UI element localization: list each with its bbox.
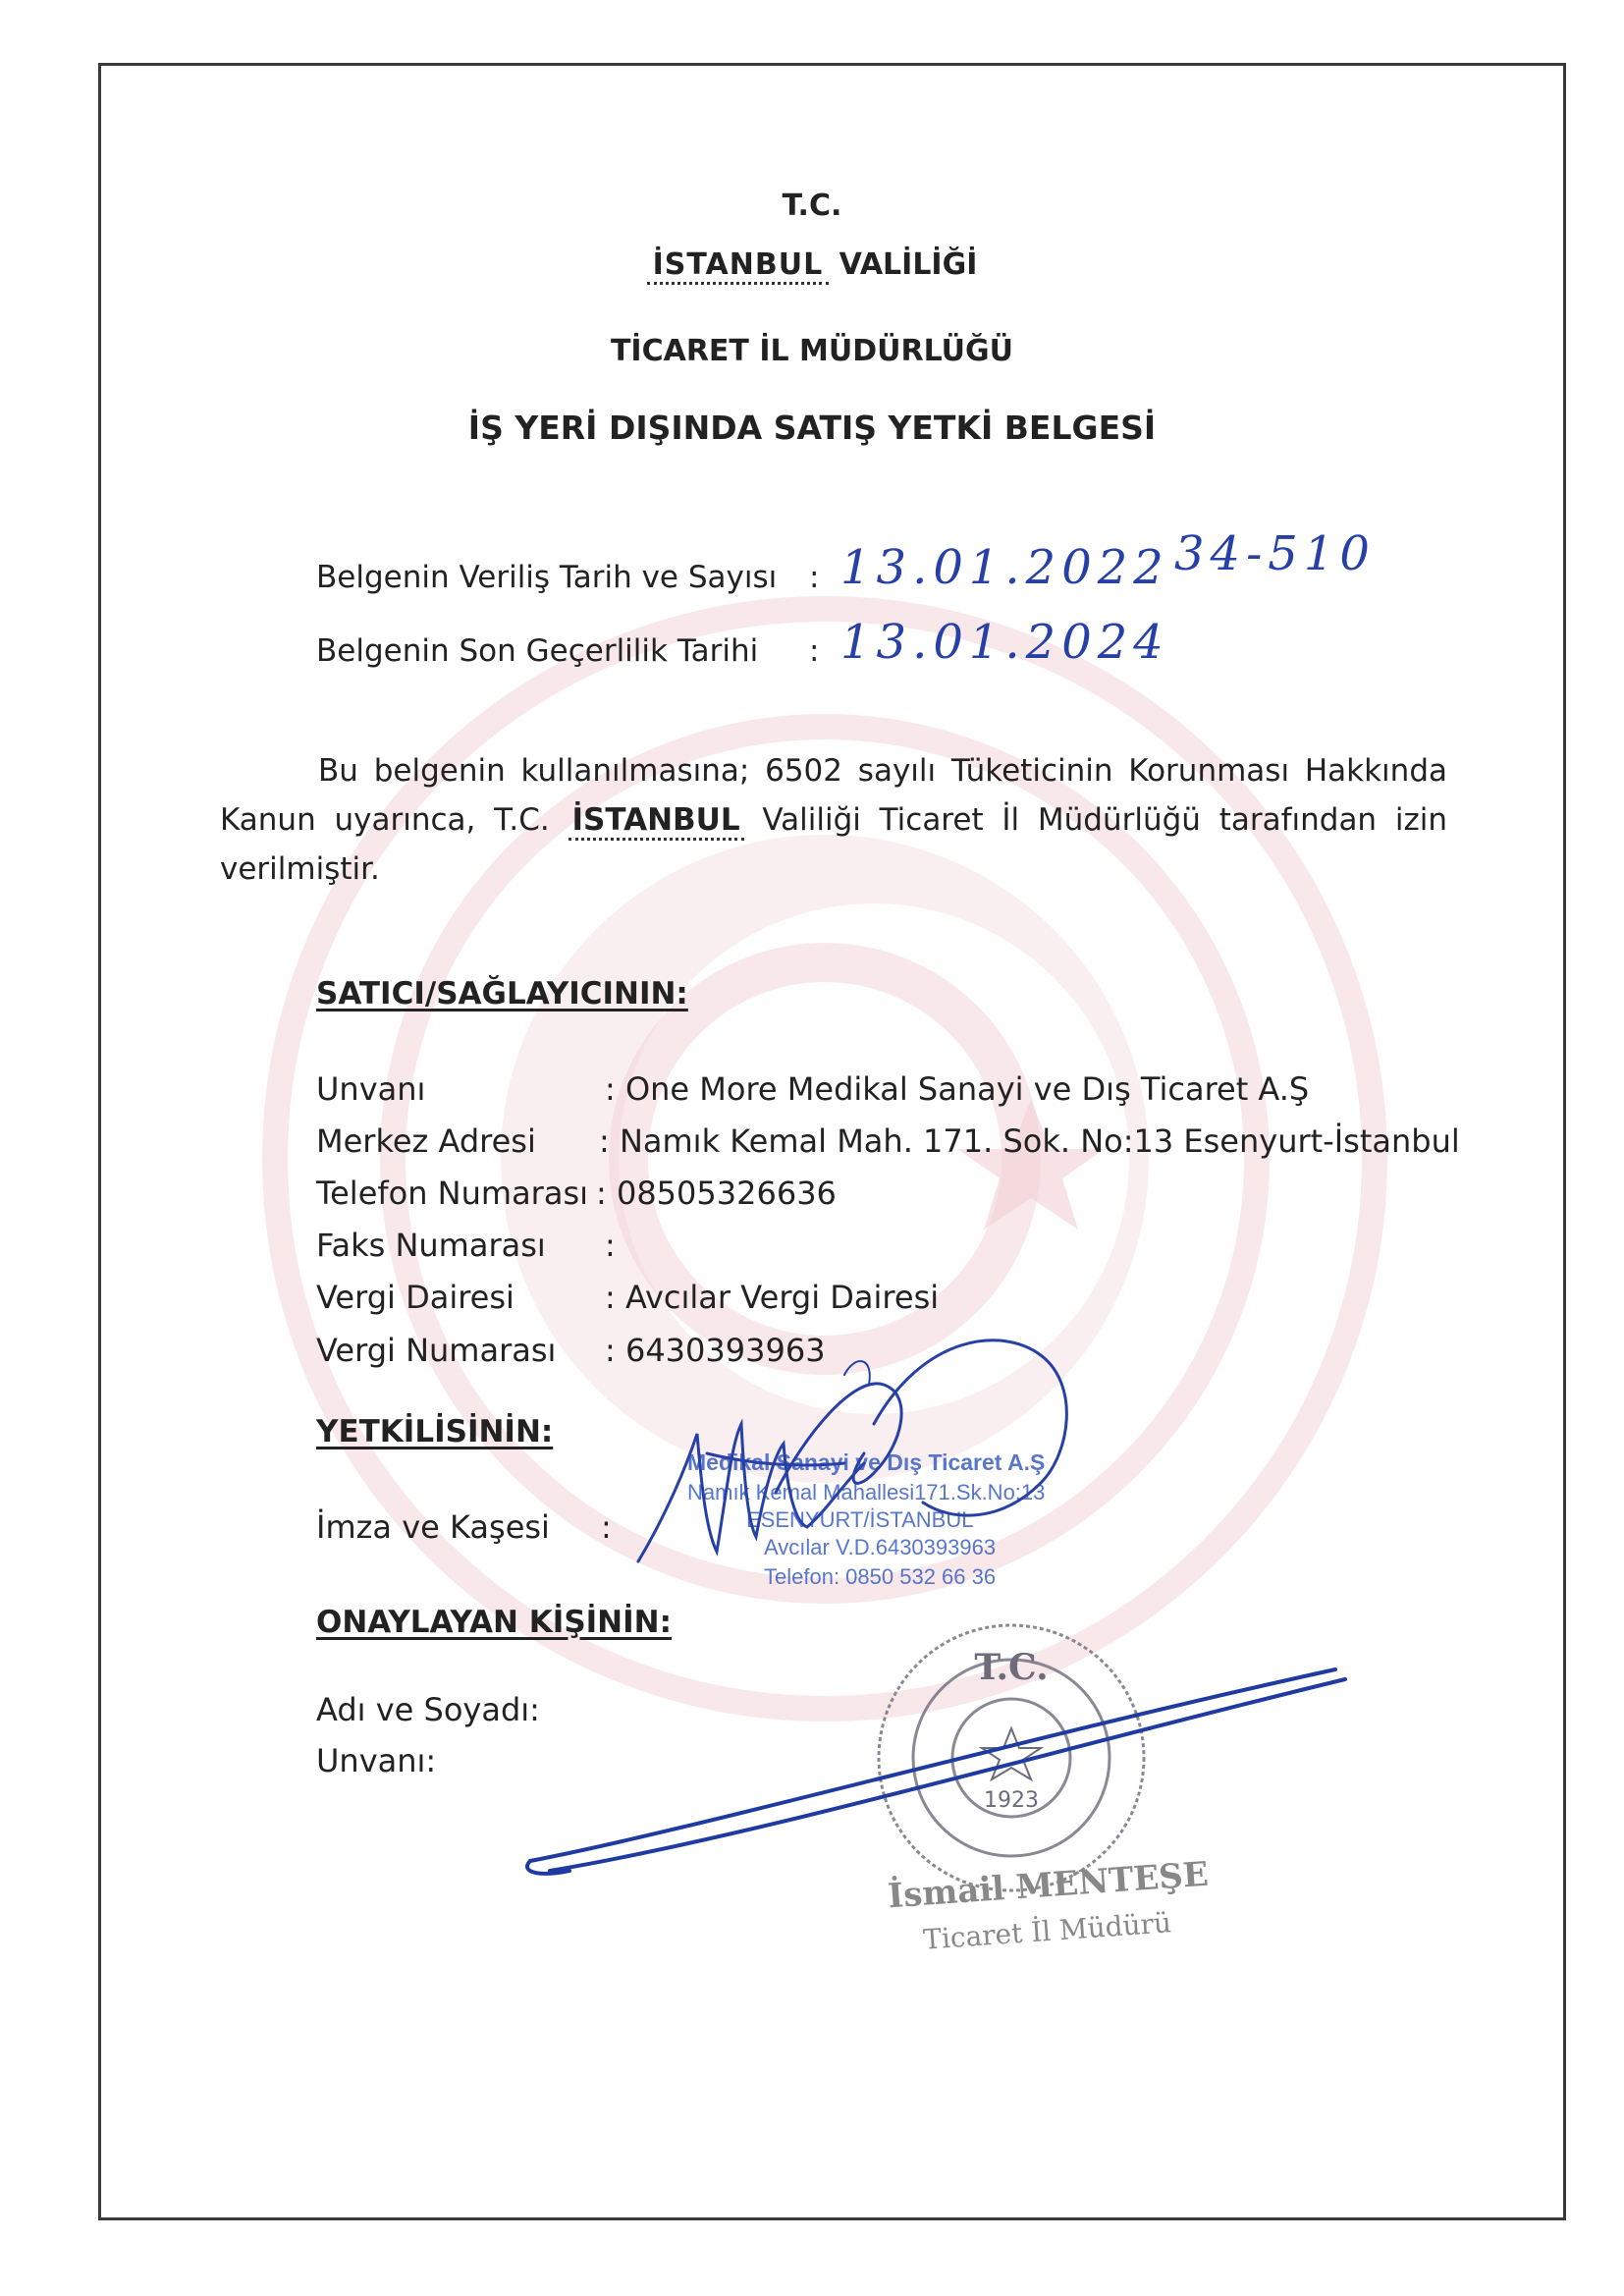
permission-text-part2: Valiliği Ticaret İl Müdürlüğü tarafından izin verilmiştir. bbox=[220, 802, 1447, 887]
approver-title-label: Unvanı: bbox=[316, 1742, 437, 1779]
permission-city: İSTANBUL bbox=[568, 802, 744, 841]
header-directorate: TİCARET İL MÜDÜRLÜĞÜ bbox=[610, 334, 1014, 368]
seller-field-label: Unvanı bbox=[316, 1070, 426, 1108]
official-stamp-center: T.C. bbox=[974, 1647, 1049, 1688]
header-governorship bbox=[0, 247, 1624, 285]
company-stamp-line5: Telefon: 0850 532 66 36 bbox=[764, 1564, 997, 1589]
header-tc: T.C. bbox=[782, 189, 842, 223]
authorized-heading: YETKİLİSİNİN: bbox=[316, 1414, 554, 1449]
header-city: İSTANBUL bbox=[647, 247, 830, 285]
official-stamp-year: 1923 bbox=[984, 1788, 1039, 1813]
approver-heading: ONAYLAYAN KİŞİNİN: bbox=[316, 1605, 672, 1640]
seller-field-value: : bbox=[605, 1227, 616, 1264]
permission-paragraph bbox=[220, 746, 1447, 894]
expiry-date-label: Belgenin Son Geçerlilik Tarihi bbox=[316, 633, 759, 669]
seller-field-label: Merkez Adresi bbox=[316, 1122, 536, 1160]
issue-date-value: 13.01.2022 bbox=[840, 540, 1169, 595]
company-stamp-line1: Medikal Sanayi ve Dış Ticaret A.Ş bbox=[687, 1449, 1046, 1475]
approver-signature bbox=[511, 1650, 1355, 1895]
seller-field-label: Telefon Numarası bbox=[316, 1175, 588, 1212]
authorized-signature bbox=[628, 1316, 1119, 1591]
expiry-date-value: 13.01.2024 bbox=[840, 615, 1169, 670]
document-title: İŞ YERİ DIŞINDA SATIŞ YETKİ BELGESİ bbox=[467, 409, 1157, 447]
authorized-sign-colon: : bbox=[601, 1508, 612, 1546]
seller-field-value: : Avcılar Vergi Dairesi bbox=[605, 1279, 940, 1316]
issue-date-label: Belgenin Veriliş Tarih ve Sayısı bbox=[316, 560, 778, 595]
seller-heading: SATICI/SAĞLAYICININ: bbox=[316, 976, 688, 1011]
approver-name-stamp: İsmail MENTEŞE bbox=[887, 1854, 1211, 1917]
company-stamp-line2: Namık Kemal Mahallesi171.Sk.No:13 bbox=[687, 1480, 1046, 1504]
seller-field-value: : 6430393963 bbox=[605, 1332, 826, 1369]
seller-field-value: : 08505326636 bbox=[596, 1175, 837, 1212]
seller-field-value: : Namık Kemal Mah. 171. Sok. No:13 Esenyurt-İstanbul bbox=[599, 1122, 1460, 1160]
company-stamp-line3: ESENYURT/İSTANBUL bbox=[746, 1507, 974, 1532]
seller-field-value: : One More Medikal Sanayi ve Dış Ticaret A.Ş bbox=[605, 1070, 1310, 1108]
permission-text-part1: Bu belgenin kullanılmasına; 6502 sayılı Tüketicinin Korunması Hakkında Kanun uyarınca, T.C. bbox=[220, 753, 1447, 838]
authorized-sign-label: İmza ve Kaşesi bbox=[316, 1508, 550, 1546]
company-stamp-line4: Avcılar V.D.6430393963 bbox=[764, 1535, 997, 1559]
approver-title-stamp: Ticaret İl Müdürü bbox=[922, 1906, 1172, 1956]
header-governorship-label: VALİLİĞİ bbox=[839, 247, 978, 282]
approver-name-label: Adı ve Soyadı: bbox=[316, 1691, 540, 1728]
issue-number-value: 34-510 bbox=[1174, 526, 1376, 581]
issue-date-colon: : bbox=[809, 560, 820, 595]
permission-text bbox=[220, 746, 1447, 894]
seller-field-label: Faks Numarası bbox=[316, 1227, 546, 1264]
expiry-date-colon: : bbox=[809, 633, 820, 669]
seller-field-label: Vergi Numarası bbox=[316, 1332, 557, 1369]
seller-field-label: Vergi Dairesi bbox=[316, 1279, 514, 1316]
